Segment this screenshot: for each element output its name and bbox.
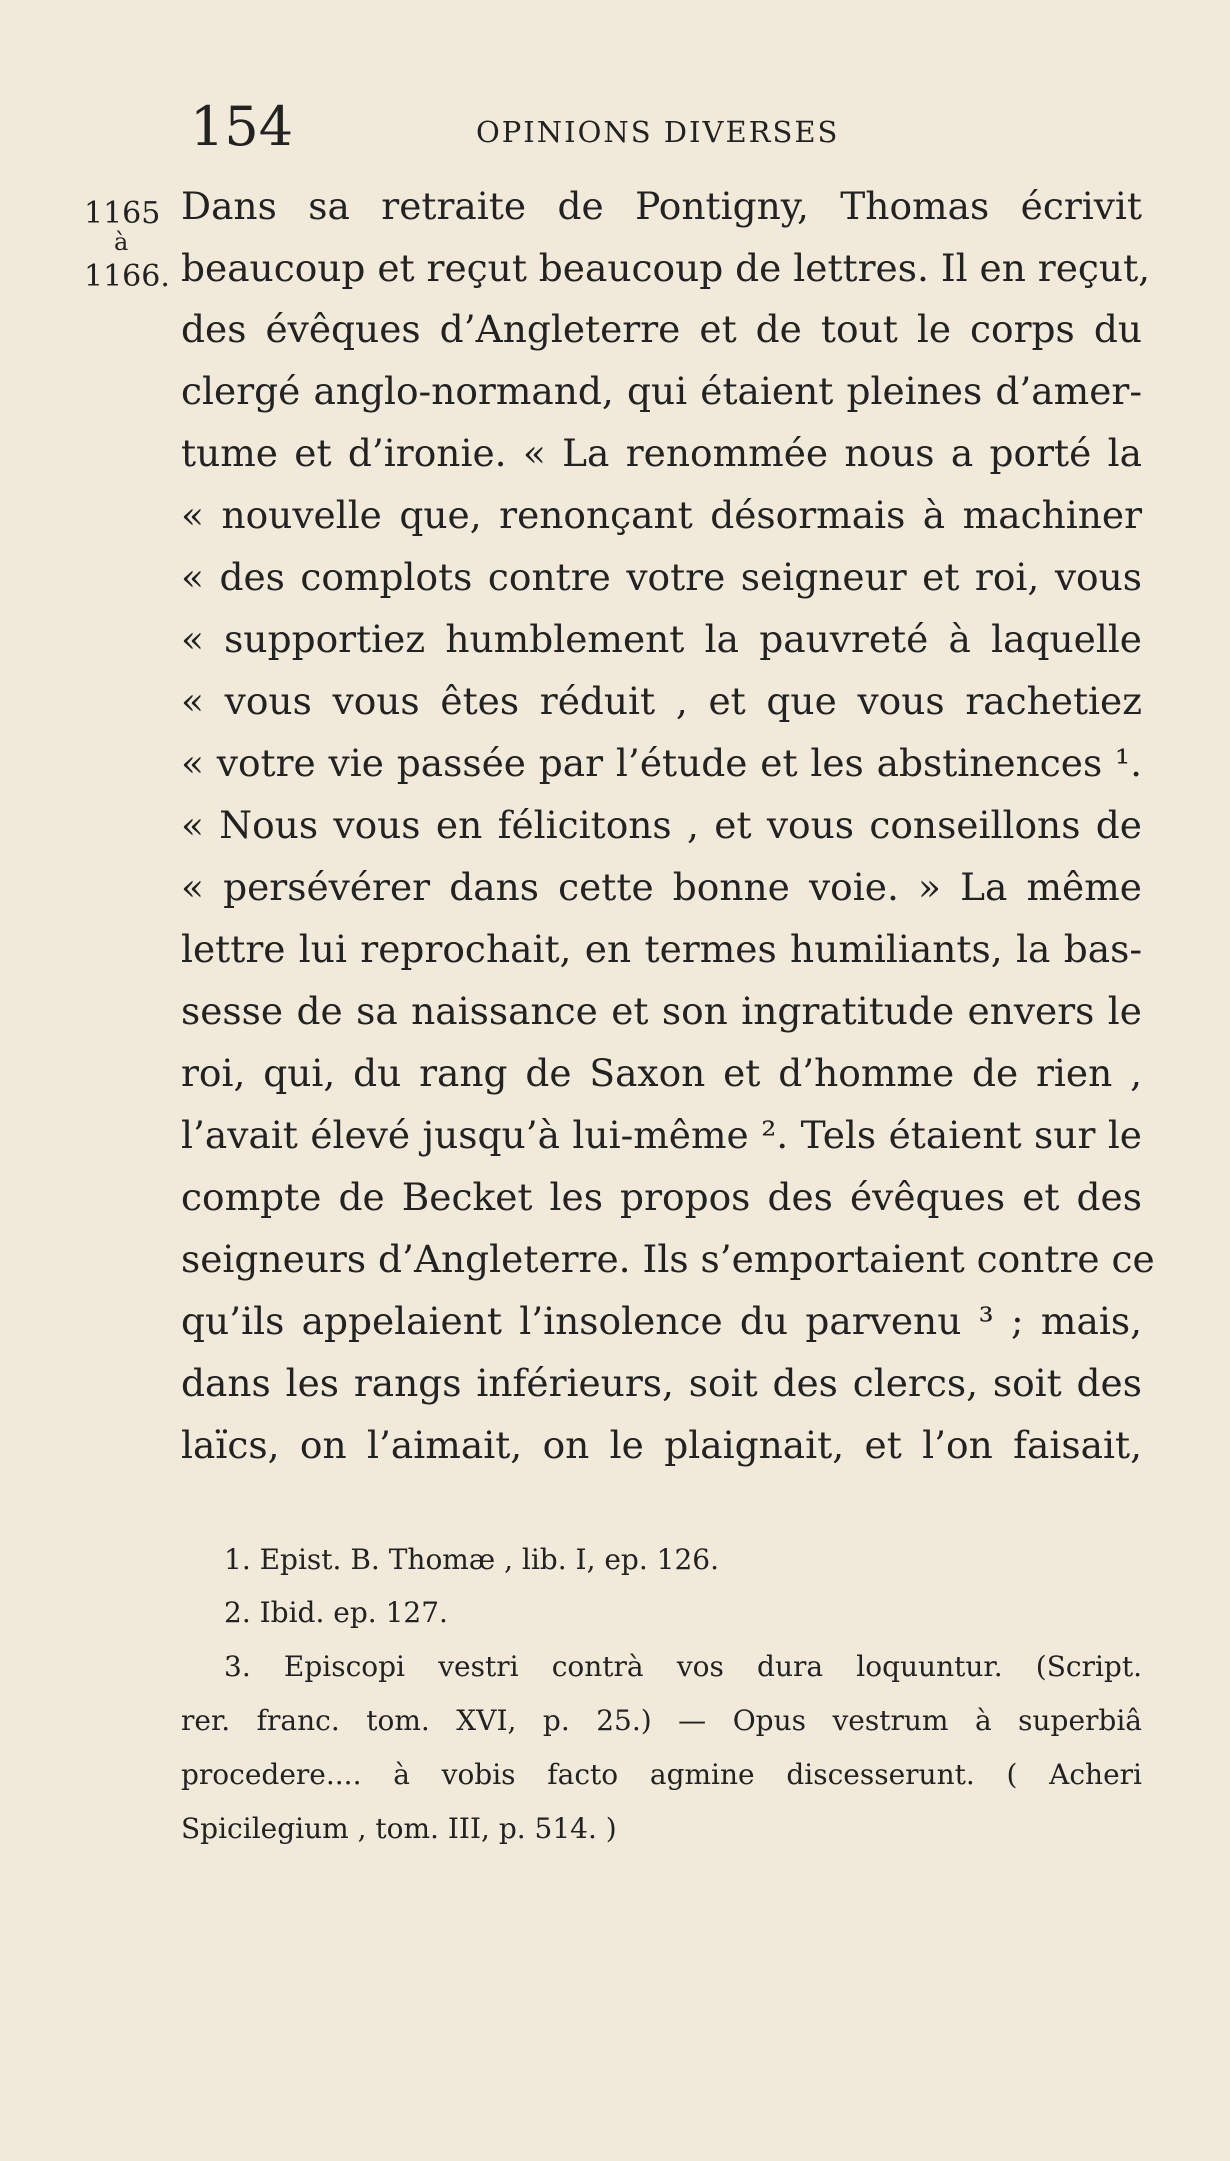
body-line: roi, qui, du rang de Saxon et d’homme de rien , xyxy=(181,1051,1142,1095)
body-line: dans les rangs inférieurs, soit des clercs, soit des xyxy=(181,1361,1142,1405)
body-line: compte de Becket les propos des évêques et des xyxy=(181,1175,1142,1219)
footnote-3-continued: procedere.... à vobis facto agmine discesserunt. ( Acheri xyxy=(181,1758,1142,1791)
body-line: Dans sa retraite de Pontigny, Thomas écrivit xyxy=(181,184,1142,228)
footnote-2: 2. Ibid. ep. 127. xyxy=(224,1596,448,1629)
body-line: sesse de sa naissance et son ingratitude envers le xyxy=(181,989,1142,1033)
page-number: 154 xyxy=(190,95,294,158)
footnote-1: 1. Epist. B. Thomæ , lib. I, ep. 126. xyxy=(224,1543,720,1576)
footnote-3-continued: Spicilegium , tom. III, p. 514. ) xyxy=(181,1812,617,1845)
body-line: « persévérer dans cette bonne voie. » La même xyxy=(181,865,1142,909)
body-line: « nouvelle que, renonçant désormais à machiner xyxy=(181,493,1142,537)
footnote-3-continued: rer. franc. tom. XVI, p. 25.) — Opus vestrum à superbiâ xyxy=(181,1704,1142,1737)
body-line: clergé anglo-normand, qui étaient pleines d’amer- xyxy=(181,369,1142,413)
running-title: OPINIONS DIVERSES xyxy=(476,115,840,149)
body-line: qu’ils appelaient l’insolence du parvenu ³ ; mais, xyxy=(181,1299,1142,1343)
body-line: laïcs, on l’aimait, on le plaignait, et l’on faisait, xyxy=(181,1423,1142,1467)
body-line: beaucoup et reçut beaucoup de lettres. Il en reçut, xyxy=(181,246,1151,290)
body-line: seigneurs d’Angleterre. Ils s’emportaient contre ce xyxy=(181,1237,1155,1281)
body-line: des évêques d’Angleterre et de tout le corps du xyxy=(181,307,1142,351)
body-line: « des complots contre votre seigneur et roi, vous xyxy=(181,555,1142,599)
body-line: « vous vous êtes réduit , et que vous rachetiez xyxy=(181,679,1142,723)
body-line: lettre lui reprochait, en termes humiliants, la bas- xyxy=(181,927,1142,971)
body-line: « supportiez humblement la pauvreté à laquelle xyxy=(181,617,1142,661)
body-line: « votre vie passée par l’étude et les abstinences ¹. xyxy=(181,741,1142,785)
margin-date-end: 1166. xyxy=(84,259,170,294)
margin-date-start: 1165 xyxy=(84,196,161,231)
footnote-3: 3. Episcopi vestri contrà vos dura loquuntur. (Script. xyxy=(224,1650,1142,1683)
body-line: « Nous vous en félicitons , et vous conseillons de xyxy=(181,803,1142,847)
body-line: l’avait élevé jusqu’à lui-même ². Tels étaient sur le xyxy=(181,1113,1142,1157)
margin-date-connector: à xyxy=(114,228,129,256)
body-line: tume et d’ironie. « La renommée nous a porté la xyxy=(181,431,1142,475)
